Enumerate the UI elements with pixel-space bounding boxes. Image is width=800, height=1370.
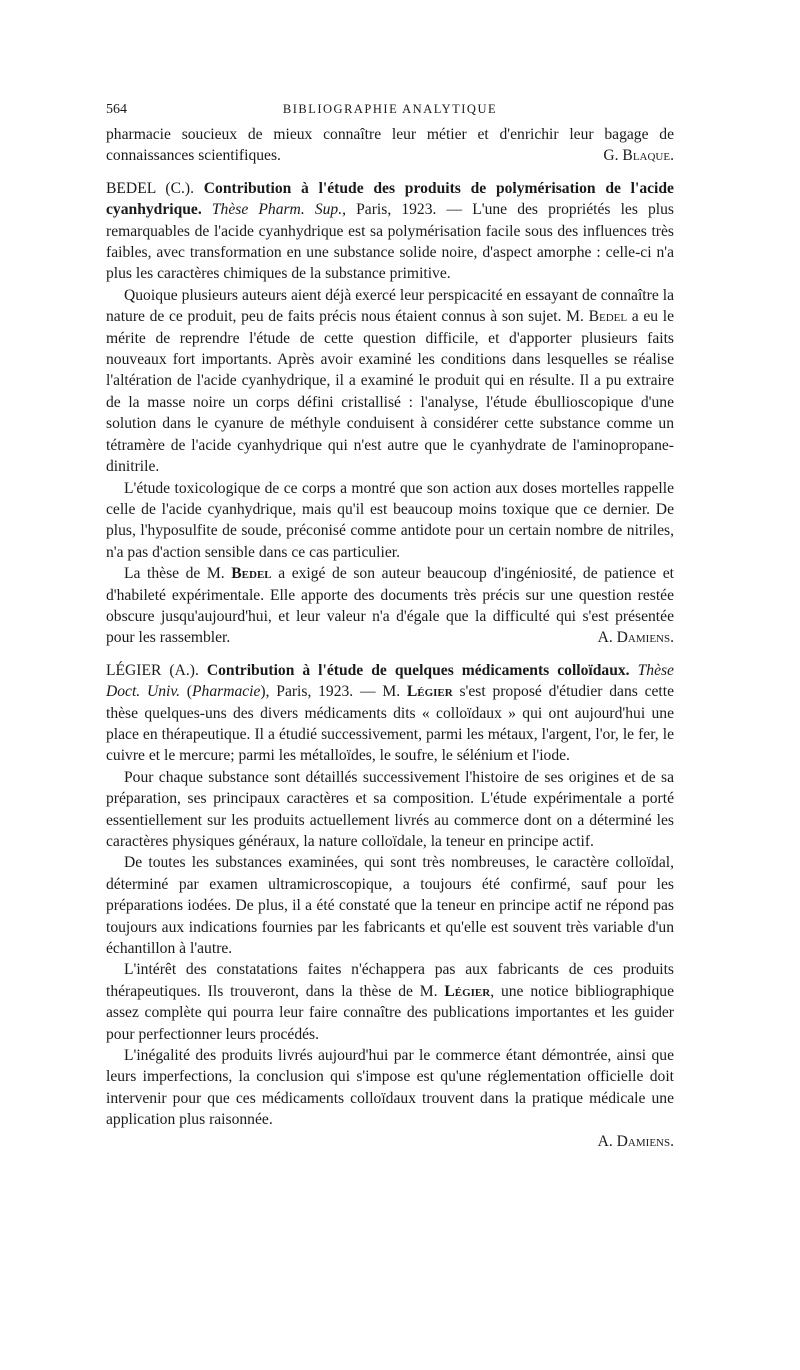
legier-p1-rest: s'est proposé d'étudier dans cette thèse quelques-uns des divers médicaments dits « colloïdaux » qui ont aujourd'hui une place en thérapeutique. Il a étudié successivement, parmi les métaux, l'argent, l'or, le fer, le cuivre et le mercure; parmi les métalloïdes, le soufre, le sélénium et l'iode. [106, 683, 675, 765]
page-header [106, 102, 674, 124]
bedel-p2-start: Quoique plusieurs auteurs aient déjà exercé leur perspicacité en essayant de connaître la nature de ce produit, peu de faits précis nous étaient connus à son sujet. M. [106, 286, 674, 326]
bedel-title: Contribution à l'étude des produits de polymérisation de l'acide cyanhydrique. [106, 179, 674, 219]
legier-source-1: Thèse Doct. Univ. [106, 661, 674, 701]
bedel-author: BEDEL (C.). [106, 179, 194, 197]
prev-entry-text [106, 124, 674, 167]
legier-p1-start: M. [375, 683, 407, 701]
bedel-citation [106, 178, 674, 285]
legier-name-2: Légier [444, 982, 491, 1000]
legier-paragraph-3: De toutes les substances examinées, qui sont très nombreuses, le caractère colloïdal, déterminé par examen ultramicroscopique, a toujours été confirmé, sauf pour les préparations iodées. De plus, il a été constaté que la teneur en principe actif ne répond pas toujours aux indications fournies par les fabricants et qu'elle est souvent très variable d'un échantillon à l'autre. [106, 854, 674, 958]
bedel-p4-start: La thèse de M. [124, 565, 232, 583]
review-entry-legier [106, 660, 674, 1152]
bedel-source-place: , Paris, 1923. [342, 201, 437, 219]
page-content [106, 124, 674, 1152]
legier-source-place: ), Paris, 1923. — [260, 683, 376, 701]
review-entry-bedel [106, 178, 674, 649]
bedel-signature: A. Damiens. [597, 629, 674, 647]
legier-paragraph-5: L'inégalité des produits livrés aujourd'hui par le commerce étant démontrée, ainsi que leurs imperfections, la conclusion qui s'impose est qu'une réglementation officielle doit intervenir pour que ces médicaments colloïdaux trouvent dans la pratique médicale une application plus raisonnée. [106, 1047, 674, 1129]
bedel-name: Bedel [588, 308, 628, 326]
legier-p4-start: L'intérêt des constatations faites n'échappera pas aux fabricants de ces produits thérapeutiques. Ils trouveront, dans la thèse de M. [106, 961, 674, 1000]
bedel-paragraph-3: L'étude toxicologique de ce corps a montré que son action aux doses mortelles rappelle celle de l'acide cyanhydrique, mais qu'il est beaucoup moins toxique que ce dernier. De plus, l'hyposulfite de soude, préconisé comme antidote pour un certain nombre de nitriles, n'a pas d'action sensible dans ce cas particulier. [106, 479, 674, 561]
legier-author: LÉGIER (A.). [106, 661, 199, 679]
page-number: 564 [106, 102, 127, 117]
legier-citation [106, 660, 674, 767]
legier-paragraph-2: Pour chaque substance sont détaillés successivement l'histoire de ses origines et de sa préparation, ses principaux caractères et sa composition. L'étude expérimentale a porté essentiellement sur les produits actuellement livrés au commerce dont on a déterminé les caractères physiques généraux, la nature colloïdale, la teneur en principe actif. [106, 768, 674, 850]
legier-source-2: Pharmacie [192, 683, 261, 701]
legier-source-paren: ( [180, 683, 192, 701]
bedel-paragraph-1: — L'une des propriétés les plus remarquables de l'acide cyanhydrique est sa polymérisation facile sous des influences très faibles, avec transformation en une substance solide noire, d'aspect amorphe : celle-ci n'a plus les caractères chimiques de la substance primitive. [106, 201, 674, 283]
bedel-paragraph-4 [106, 563, 674, 649]
legier-paragraph-4 [106, 959, 674, 1045]
legier-name: Légier [406, 683, 453, 701]
prev-entry-body: pharmacie soucieux de mieux connaître leur métier et d'enrichir leur bagage de connaissances scientifiques. [106, 126, 674, 165]
bedel-p2-rest: a eu le mérite de reprendre l'étude de cette question difficile, et d'apporter plusieurs faits nouveaux fort importants. Après avoir examiné les conditions dans lesquelles se réalise l'altération de l'acide cyanhydrique, il a examiné le produit qui en résulte. Il a pu extraire de la masse noire un corps défini cristallisé : l'analyse, l'étude ébullioscopique d'une solution dans le cyanure de méthyle conduisent à considérer cette substance comme un tétramère de l'acide cyanhydrique qui n'est autre que le cyanhydrate de l'aminopropane-dinitrile. [106, 308, 674, 476]
bedel-p4-rest: a exigé de son auteur beaucoup d'ingéniosité, de patience et d'habileté expérimentale. Elle apporte des documents très précis sur une question restée obscure jusqu'aujourd'hui, et leur valeur n'a d'égale que la difficulté qui s'est présentée pour les rassembler. [106, 565, 674, 647]
bedel-paragraph-2 [106, 285, 674, 478]
running-title: BIBLIOGRAPHIE ANALYTIQUE [282, 102, 498, 116]
bedel-source: Thèse Pharm. Sup. [211, 201, 343, 219]
legier-signature: A. Damiens. [597, 1132, 674, 1150]
legier-title: Contribution à l'étude de quelques médicaments colloïdaux. [206, 661, 630, 679]
bedel-name-2: Bedel [231, 565, 272, 583]
legier-p4-rest: , une notice bibliographique assez complète qui pourra leur faire connaître des publications importantes et les guider pour perfectionner leurs procédés. [106, 982, 674, 1043]
prev-entry-signature: G. Blaque. [603, 147, 674, 165]
